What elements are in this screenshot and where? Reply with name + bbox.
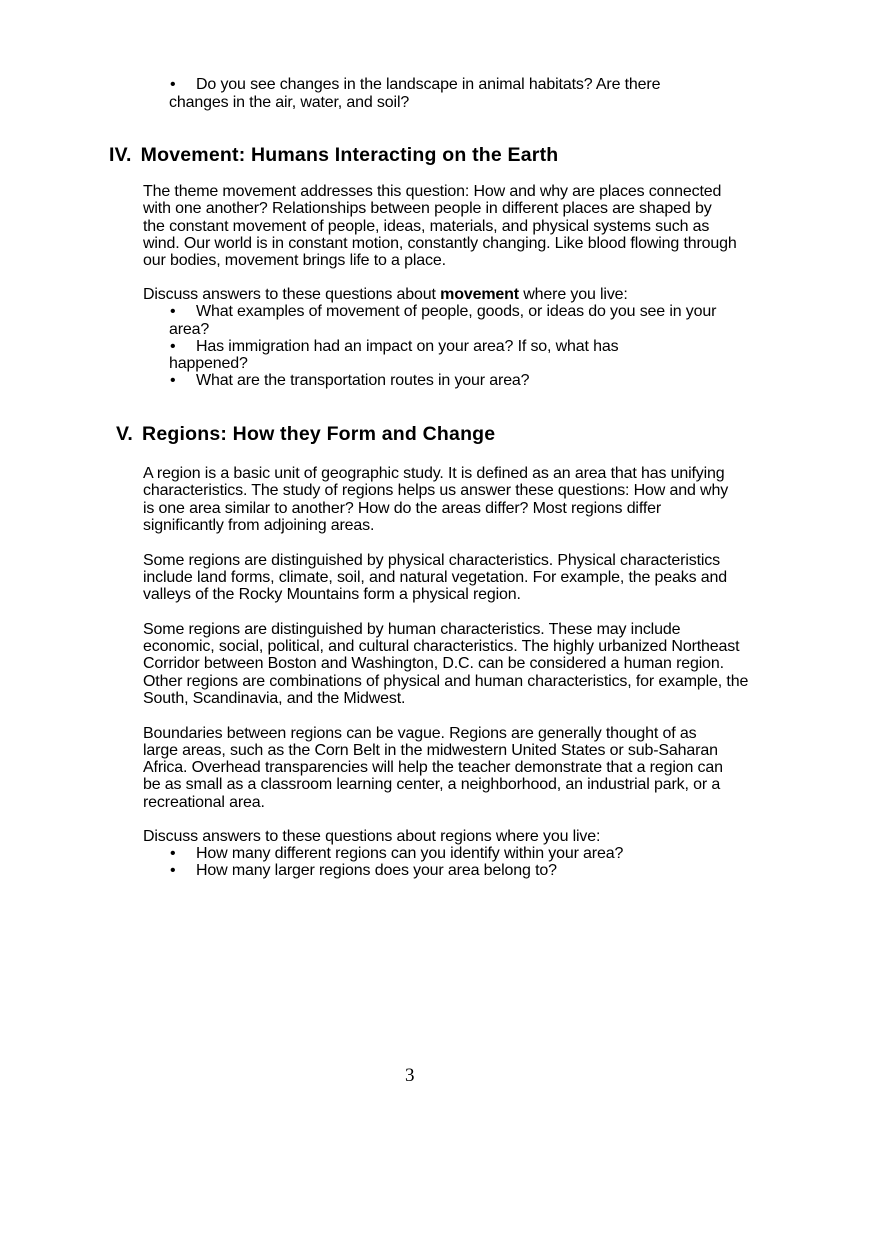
section-v-para4-line: Boundaries between regions can be vague. Regions are generally thought of as xyxy=(143,725,697,742)
section-v-heading xyxy=(116,423,495,445)
section-v-question-1 xyxy=(169,845,623,862)
page-number: 3 xyxy=(405,1065,415,1086)
section-v-para3-line: economic, social, political, and cultural characteristics. The highly urbanized Northeast xyxy=(143,638,740,655)
section-iv-discuss xyxy=(143,286,628,303)
section-iv-question-1 xyxy=(169,303,716,320)
section-v-discuss: Discuss answers to these questions about regions where you live: xyxy=(143,828,601,845)
intro-bullet-text-line2: changes in the air, water, and soil? xyxy=(169,94,410,111)
bullet-marker: • xyxy=(170,338,176,355)
section-v-para2-line: include land forms, climate, soil, and natural vegetation. For example, the peaks and xyxy=(143,569,728,586)
section-v-para3-line: Other regions are combinations of physical and human characteristics, for example, the xyxy=(143,673,749,690)
section-iv-para-line: with one another? Relationships between people in different places are shaped by xyxy=(143,200,712,217)
question-text: How many larger regions does your area belong to? xyxy=(196,862,557,879)
section-iv-question-3 xyxy=(169,372,529,389)
section-v-title: Regions: How they Form and Change xyxy=(142,423,496,445)
section-v-para1-line: A region is a basic unit of geographic study. It is defined as an area that has unifying xyxy=(143,465,725,482)
section-iv-question-1-cont: area? xyxy=(169,321,210,338)
section-v-number: V. xyxy=(116,423,134,445)
section-v-question-2 xyxy=(169,862,557,879)
question-text: What examples of movement of people, goods, or ideas do you see in your xyxy=(196,303,717,320)
bullet-marker: • xyxy=(170,76,176,93)
discuss-text-after: where you live: xyxy=(518,286,628,303)
section-iv-number: IV. xyxy=(109,144,132,166)
section-v-para4-line: Africa. Overhead transparencies will help the teacher demonstrate that a region can xyxy=(143,759,723,776)
section-iv-para-line: The theme movement addresses this question: How and why are places connected xyxy=(143,183,722,200)
section-v-para3-line: Some regions are distinguished by human characteristics. These may include xyxy=(143,621,681,638)
section-v-para1-line: characteristics. The study of regions helps us answer these questions: How and why xyxy=(143,482,729,499)
section-iv-question-2-cont: happened? xyxy=(169,355,248,372)
section-v-para4-line: be as small as a classroom learning center, a neighborhood, an industrial park, or a xyxy=(143,776,721,793)
section-v-para3-line: Corridor between Boston and Washington, D.C. can be considered a human region. xyxy=(143,655,724,672)
question-text: Has immigration had an impact on your area? If so, what has xyxy=(196,338,619,355)
bullet-marker: • xyxy=(170,303,176,320)
section-iv-para-line: our bodies, movement brings life to a place. xyxy=(143,252,446,269)
section-iv-title: Movement: Humans Interacting on the Earth xyxy=(140,144,559,166)
discuss-text-before: Discuss answers to these questions about xyxy=(143,286,441,303)
section-v-para4-line: large areas, such as the Corn Belt in the midwestern United States or sub-Saharan xyxy=(143,742,718,759)
bullet-marker: • xyxy=(170,372,176,389)
bullet-marker: • xyxy=(170,845,176,862)
section-iv-heading xyxy=(109,144,558,166)
intro-bullet-item xyxy=(169,76,660,93)
intro-bullet-text-line1: Do you see changes in the landscape in animal habitats? Are there xyxy=(196,76,661,93)
section-v-para3-line: South, Scandinavia, and the Midwest. xyxy=(143,690,406,707)
section-iv-question-2 xyxy=(169,338,618,355)
section-v-para2-line: Some regions are distinguished by physical characteristics. Physical characteristics xyxy=(143,552,720,569)
section-v-para2-line: valleys of the Rocky Mountains form a physical region. xyxy=(143,586,521,603)
question-text: What are the transportation routes in your area? xyxy=(196,372,530,389)
discuss-bold-term: movement xyxy=(440,286,519,303)
section-iv-para-line: the constant movement of people, ideas, materials, and physical systems such as xyxy=(143,218,710,235)
section-v-para1-line: is one area similar to another? How do the areas differ? Most regions differ xyxy=(143,500,662,517)
section-v-para4-line: recreational area. xyxy=(143,794,265,811)
section-v-para1-line: significantly from adjoining areas. xyxy=(143,517,375,534)
section-iv-para-line: wind. Our world is in constant motion, constantly changing. Like blood flowing through xyxy=(143,235,737,252)
bullet-marker: • xyxy=(170,862,176,879)
question-text: How many different regions can you identify within your area? xyxy=(196,845,624,862)
